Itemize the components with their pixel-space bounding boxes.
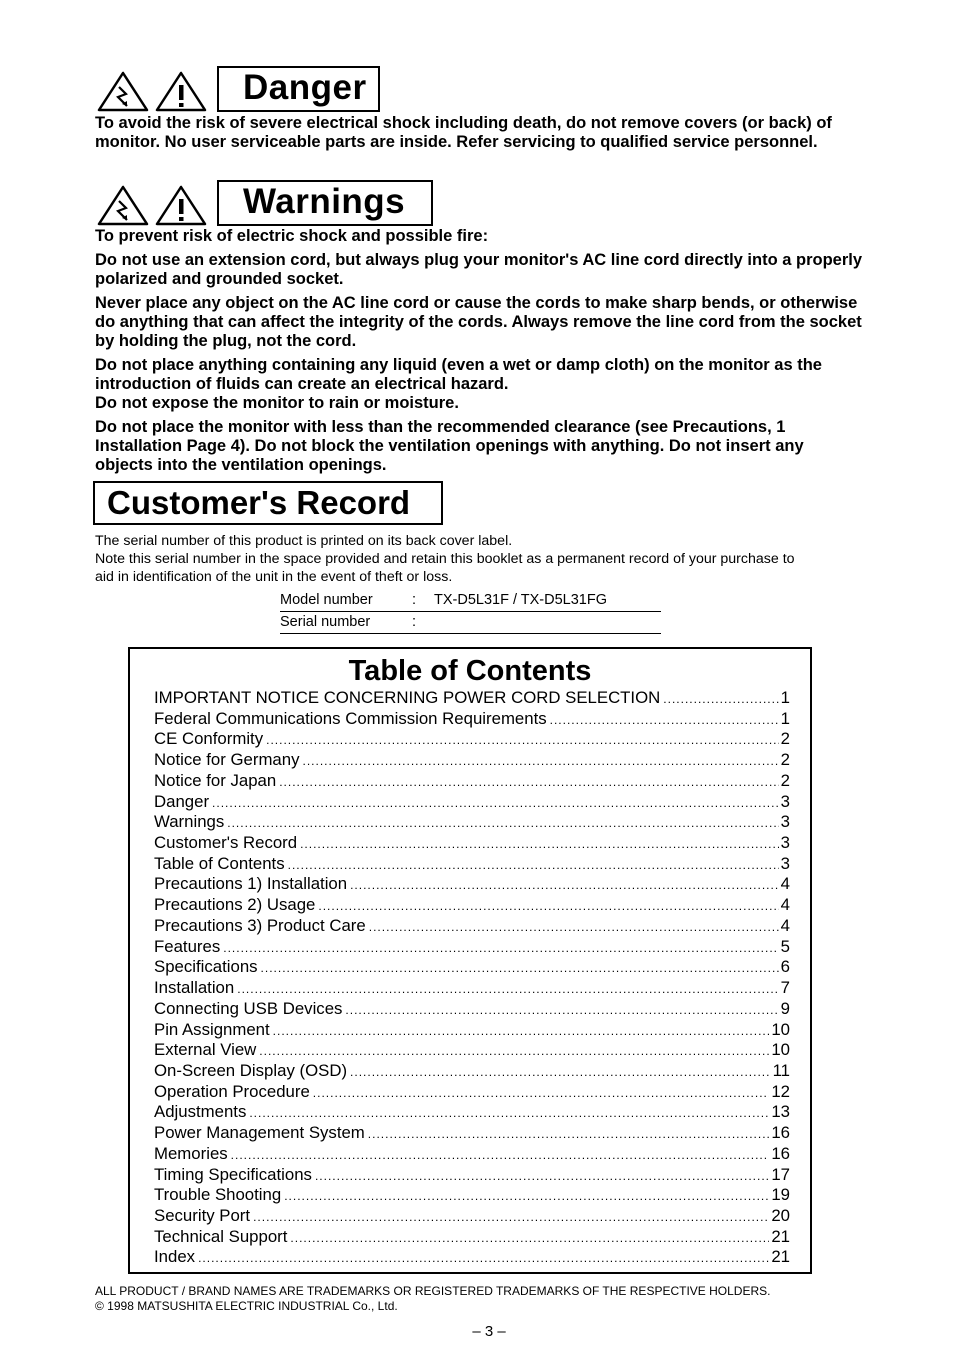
toc-entry-page: 16	[771, 1143, 790, 1163]
toc-entry-page: 5	[780, 936, 790, 956]
toc-entry[interactable]	[154, 729, 790, 750]
toc-entry-title: Trouble Shooting	[154, 1185, 282, 1205]
toc-dot-leader	[663, 689, 778, 709]
toc-entry-page: 19	[771, 1185, 790, 1205]
toc-entry[interactable]	[154, 1206, 790, 1227]
warning-icons	[97, 70, 209, 112]
toc-entry[interactable]	[154, 1227, 790, 1248]
toc-entry[interactable]	[154, 709, 790, 730]
warnings-paragraph: Do not place the monitor with less than the recommended clearance (see Precautions, 1 Installation Page 4). Do not block the ventilation openings with anything. Do not insert any objects into the ventilation openings.	[95, 418, 804, 474]
toc-dot-leader	[249, 1103, 769, 1123]
toc-dot-leader	[302, 751, 778, 771]
toc-entry[interactable]	[154, 771, 790, 792]
warnings-header	[97, 180, 433, 226]
toc-entry[interactable]	[154, 1061, 790, 1082]
toc-entry[interactable]	[154, 854, 790, 875]
warnings-paragraph: Do not place anything containing any liquid (even a wet or damp cloth) on the monitor as the introduction of fluids can create an electrical hazard.	[95, 356, 822, 393]
toc-entry-page: 17	[771, 1164, 790, 1184]
toc-entry-page: 4	[780, 874, 790, 894]
warnings-paragraph: Do not use an extension cord, but always plug your monitor's AC line cord directly into a properly polarized and grounded socket.	[95, 251, 863, 288]
toc-entry[interactable]	[154, 1082, 790, 1103]
toc-dot-leader	[369, 917, 779, 937]
toc-entry[interactable]	[154, 1185, 790, 1206]
toc-entry-title: Notice for Japan	[154, 770, 277, 790]
toc-dot-leader	[318, 896, 778, 916]
toc-entry[interactable]	[154, 833, 790, 854]
toc-dot-leader	[300, 834, 779, 854]
toc-entry-page: 6	[780, 957, 790, 977]
toc-entry-page: 3	[780, 812, 790, 832]
toc-entry[interactable]	[154, 1102, 790, 1123]
toc-dot-leader	[237, 979, 778, 999]
toc-entry-page: 10	[771, 1040, 790, 1060]
trademark-notice: ALL PRODUCT / BRAND NAMES ARE TRADEMARKS OR REGISTERED TRADEMARKS OF THE RESPECTIVE HOLDERS.	[95, 1284, 771, 1298]
warnings-paragraph: Never place any object on the AC line cord or cause the cords to make sharp bends, or otherwise do anything that can affect the integrity of the cords. Always remove the line cord from the socket by holding the plug, not the cord.	[95, 294, 862, 350]
warning-icons	[97, 184, 209, 226]
toc-entry-page: 1	[780, 688, 790, 707]
toc-dot-leader	[313, 1083, 770, 1103]
toc-entry-page: 21	[771, 1226, 790, 1246]
toc-entry[interactable]	[154, 750, 790, 771]
danger-text	[95, 114, 845, 152]
toc-entry-title: Danger	[154, 791, 210, 811]
toc-entry-page: 1	[780, 708, 790, 728]
danger-header	[97, 66, 380, 112]
toc-entry-title: Index	[154, 1247, 196, 1267]
toc-entry[interactable]	[154, 812, 790, 833]
toc-entry-title: On-Screen Display (OSD)	[154, 1060, 348, 1080]
toc-dot-leader	[345, 1000, 778, 1020]
toc-dot-leader	[273, 1021, 770, 1041]
toc-entry-title: Security Port	[154, 1205, 251, 1225]
toc-entry[interactable]	[154, 957, 790, 978]
warnings-paragraph: Do not expose the monitor to rain or moisture.	[95, 394, 459, 412]
lightning-warning-icon	[99, 73, 147, 110]
toc-dot-leader	[350, 875, 779, 895]
toc-entry-title: Power Management System	[154, 1123, 365, 1143]
toc-entry-title: Precautions 2) Usage	[154, 895, 316, 915]
exclamation-warning-icon	[157, 187, 205, 224]
customer-record-title: Customer's Record	[93, 481, 443, 525]
toc-entry-title: Connecting USB Devices	[154, 998, 343, 1018]
toc-dot-leader	[212, 793, 779, 813]
toc-entry-title: Table of Contents	[154, 853, 285, 873]
lightning-warning-icon	[99, 187, 147, 224]
toc-entry[interactable]	[154, 874, 790, 895]
toc-entry-page: 12	[771, 1081, 790, 1101]
toc-entry-title: Adjustments	[154, 1102, 247, 1122]
toc-dot-leader	[315, 1166, 769, 1186]
toc-entry[interactable]	[154, 792, 790, 813]
toc-dot-leader	[288, 855, 779, 875]
toc-entry-page: 11	[772, 1060, 790, 1080]
toc-entry-page: 3	[780, 853, 790, 873]
toc-entry[interactable]	[154, 1040, 790, 1061]
toc-entry[interactable]	[154, 916, 790, 937]
toc-entry-page: 2	[780, 750, 790, 770]
toc-entry-title: Customer's Record	[154, 833, 298, 853]
warnings-title: Warnings	[217, 180, 433, 226]
toc-entry-page: 4	[780, 895, 790, 915]
toc-dot-leader	[368, 1124, 770, 1144]
toc-entry-page: 16	[771, 1123, 790, 1143]
model-number-row: Model number : TX-D5L31F / TX-D5L31FG	[280, 591, 661, 612]
toc-entry-page: 4	[780, 915, 790, 935]
toc-entry-title: Installation	[154, 978, 235, 998]
toc-dot-leader	[227, 813, 778, 833]
toc-list	[154, 688, 790, 1268]
serial-number-row: Serial number :	[280, 613, 661, 634]
page-number: – 3 –	[472, 1323, 506, 1340]
toc-entry[interactable]	[154, 1123, 790, 1144]
toc-entry-title: Timing Specifications	[154, 1164, 312, 1184]
toc-entry-title: CE Conformity	[154, 729, 264, 749]
toc-entry-page: 13	[771, 1102, 790, 1122]
toc-entry-title: Operation Procedure	[154, 1081, 310, 1101]
table-of-contents	[128, 647, 812, 1274]
toc-entry-title: Memories	[154, 1143, 228, 1163]
warnings-text	[95, 227, 865, 475]
warnings-intro: To prevent risk of electric shock and possible fire:	[95, 227, 489, 245]
toc-entry-title: IMPORTANT NOTICE CONCERNING POWER CORD SELECTION	[154, 688, 661, 707]
toc-title: Table of Contents	[348, 655, 592, 687]
toc-entry[interactable]	[154, 688, 790, 709]
toc-entry-page: 2	[780, 729, 790, 749]
toc-entry[interactable]	[154, 937, 790, 958]
record-note-line: Note this serial number in the space provided and retain this booklet as a permanent record of your purchase to aid in identification of the unit in the event of theft or loss.	[95, 551, 795, 585]
toc-entry-page: 3	[780, 833, 790, 853]
toc-dot-leader	[550, 710, 779, 730]
toc-entry[interactable]	[154, 999, 790, 1020]
toc-dot-leader	[223, 938, 778, 958]
toc-entry-title: Features	[154, 936, 221, 956]
toc-entry[interactable]	[154, 978, 790, 999]
toc-dot-leader	[350, 1062, 771, 1082]
serial-number-label: Serial number	[280, 614, 371, 630]
footer	[95, 1284, 895, 1314]
toc-dot-leader	[253, 1207, 769, 1227]
toc-entry-title: Warnings	[154, 812, 225, 832]
model-number-label: Model number	[280, 592, 373, 608]
danger-title: Danger	[217, 66, 380, 112]
toc-entry-title: Technical Support	[154, 1226, 288, 1246]
exclamation-warning-icon	[157, 73, 205, 110]
toc-entry-title: Pin Assignment	[154, 1019, 270, 1039]
toc-entry-page: 9	[780, 998, 790, 1018]
toc-entry-title: Precautions 3) Product Care	[154, 915, 366, 935]
toc-dot-leader	[290, 1228, 769, 1248]
toc-entry-title: Federal Communications Commission Requirements	[154, 708, 547, 728]
toc-entry-title: Notice for Germany	[154, 750, 300, 770]
toc-dot-leader	[266, 730, 779, 750]
toc-entry-page: 7	[780, 978, 790, 998]
toc-entry[interactable]	[154, 1165, 790, 1186]
toc-entry[interactable]	[154, 1020, 790, 1041]
toc-entry-title: External View	[154, 1040, 257, 1060]
toc-dot-leader	[279, 772, 778, 792]
model-number-value: TX-D5L31F / TX-D5L31FG	[434, 592, 607, 608]
toc-dot-leader	[198, 1248, 769, 1268]
toc-entry-title: Specifications	[154, 957, 258, 977]
copyright-notice: © 1998 MATSUSHITA ELECTRIC INDUSTRIAL Co., Ltd.	[95, 1299, 398, 1313]
customer-record-description	[95, 532, 855, 586]
toc-entry[interactable]	[154, 1144, 790, 1165]
toc-entry-page: 3	[780, 791, 790, 811]
toc-dot-leader	[259, 1041, 769, 1061]
toc-entry-page: 20	[771, 1205, 790, 1225]
toc-dot-leader	[284, 1186, 769, 1206]
toc-entry-title: Precautions 1) Installation	[154, 874, 348, 894]
toc-dot-leader	[261, 958, 779, 978]
toc-entry[interactable]	[154, 895, 790, 916]
toc-dot-leader	[231, 1145, 770, 1165]
toc-entry-page: 21	[771, 1247, 790, 1267]
record-note-line: The serial number of this product is printed on its back cover label.	[95, 533, 513, 549]
danger-paragraph: To avoid the risk of severe electrical shock including death, do not remove covers (or back) of monitor. No user serviceable parts are inside. Refer servicing to qualified service personnel.	[95, 114, 832, 151]
toc-entry-page: 10	[771, 1019, 790, 1039]
toc-entry-page: 2	[780, 770, 790, 790]
toc-entry[interactable]	[154, 1247, 790, 1268]
